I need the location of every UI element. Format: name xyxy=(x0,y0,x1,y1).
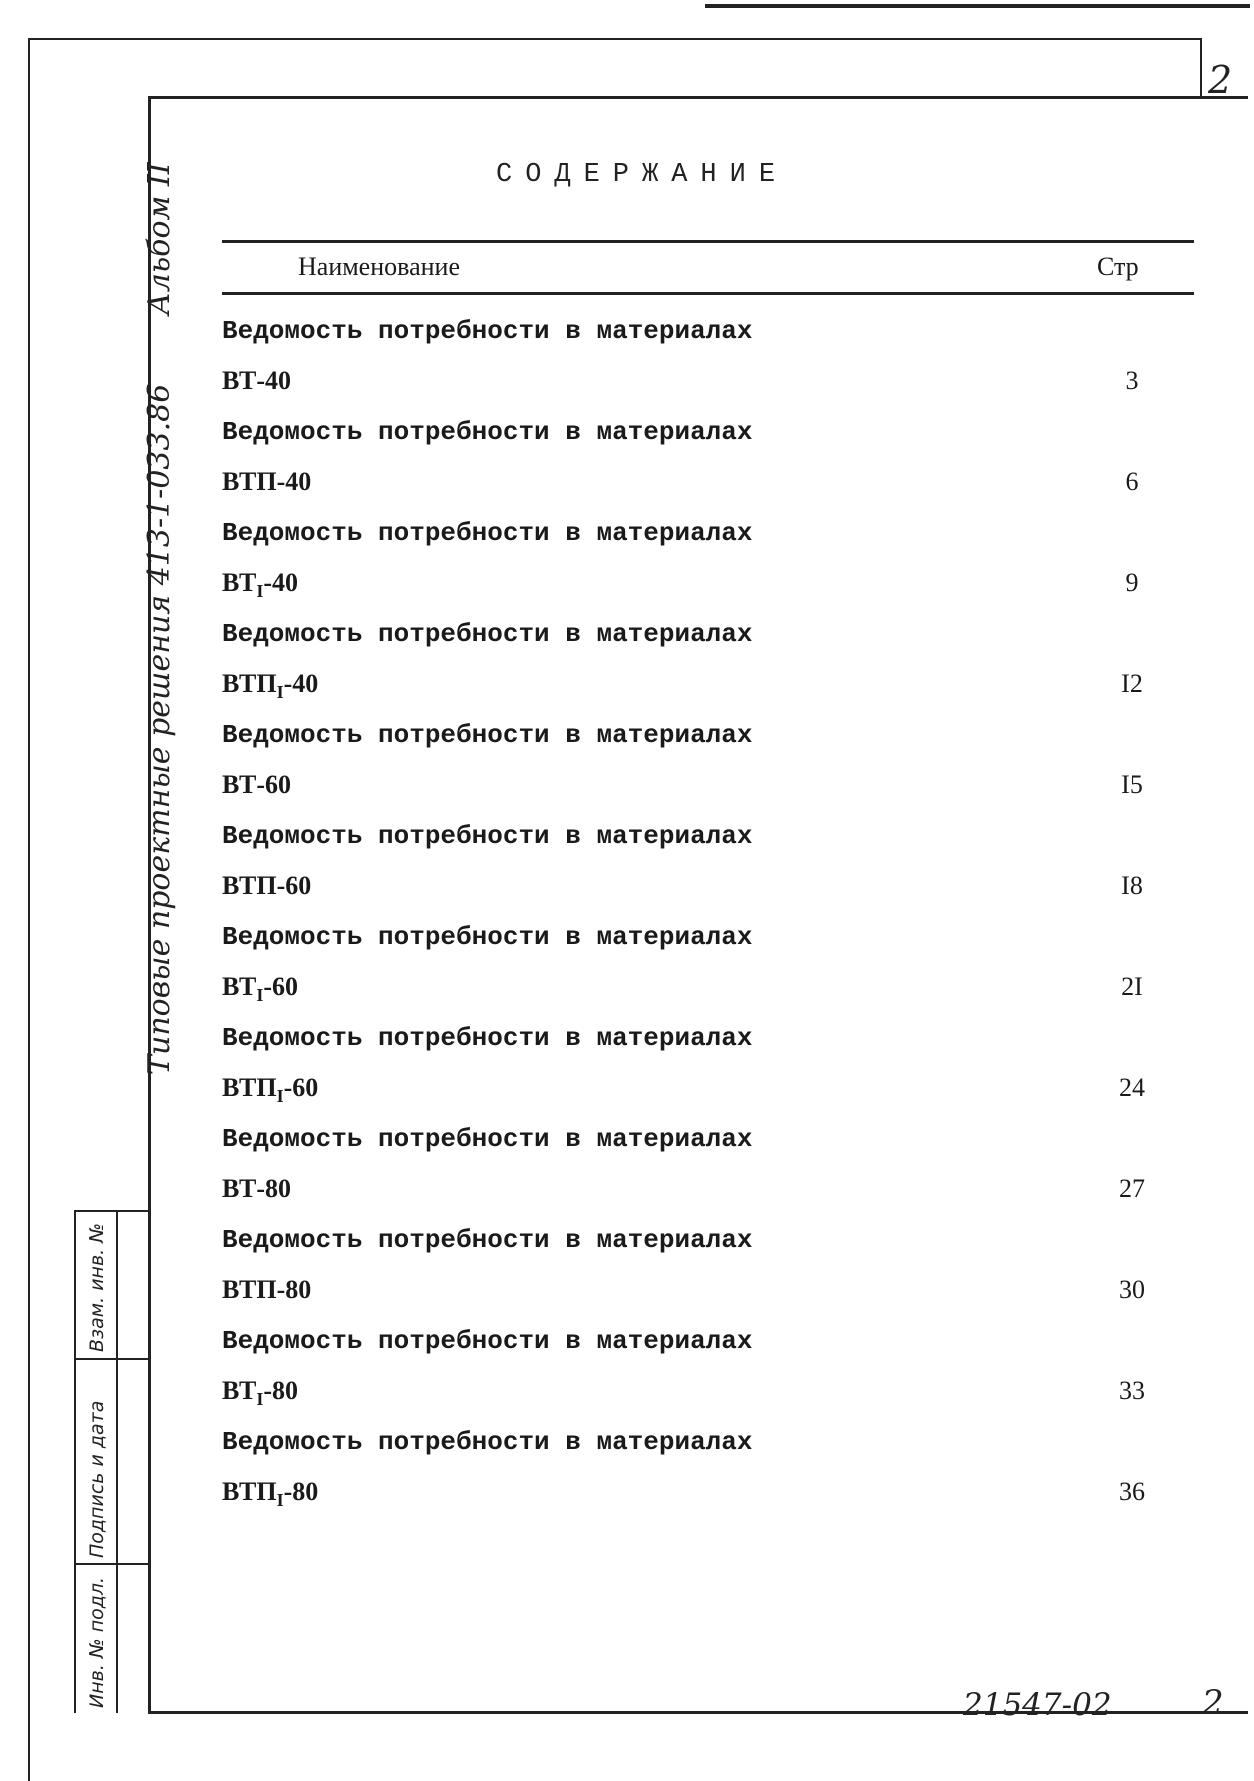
column-header-name: Наименование xyxy=(298,252,460,281)
entry-code-main: ВТ xyxy=(222,568,257,597)
contents-entry xyxy=(222,1110,1162,1211)
contents-entry xyxy=(222,1009,1162,1110)
header-rule-top xyxy=(222,240,1194,243)
sheet-number-top: 2 xyxy=(1208,58,1233,102)
entry-code-main: ВТП-80 xyxy=(222,1275,312,1304)
contents-entry xyxy=(222,1312,1162,1413)
outer-frame-right xyxy=(1200,38,1202,98)
stamp-divider-2 xyxy=(74,1563,150,1565)
entry-page-number: I2 xyxy=(1121,669,1143,698)
entry-code-suffix: -80 xyxy=(263,1376,299,1405)
entry-page-number: 30 xyxy=(1119,1275,1145,1304)
entry-code-main: ВТП xyxy=(222,1073,277,1102)
entry-code xyxy=(222,770,291,800)
entry-code-main: ВТП-60 xyxy=(222,871,312,900)
entry-code xyxy=(222,1174,291,1204)
entry-description: Ведомость потребности в материалах xyxy=(222,720,753,750)
entry-page-number: I5 xyxy=(1121,770,1143,799)
entry-page-number: 33 xyxy=(1119,1376,1145,1405)
entry-description: Ведомость потребности в материалах xyxy=(222,1124,753,1154)
contents-entry xyxy=(222,403,1162,504)
stamp-label-replacement-inv: Взам. инв. № xyxy=(86,1222,108,1352)
page-title: СОДЕРЖАНИЕ xyxy=(496,160,789,190)
entry-code-main: ВТ xyxy=(222,972,257,1001)
entry-code-subscript: I xyxy=(256,581,264,601)
stamp-column-divider xyxy=(116,1210,118,1713)
entry-code xyxy=(222,669,318,703)
entry-page-number: I8 xyxy=(1121,871,1143,900)
entry-code-main: ВТП-40 xyxy=(222,467,312,496)
entry-code-main: ВТП xyxy=(222,1477,277,1506)
outer-frame-top xyxy=(28,38,1202,40)
contents-entry xyxy=(222,1413,1162,1514)
document-number: 21547-02 xyxy=(963,1687,1112,1723)
entry-description: Ведомость потребности в материалах xyxy=(222,1326,753,1356)
contents-entry xyxy=(222,908,1162,1009)
contents-entry xyxy=(222,706,1162,807)
entry-description: Ведомость потребности в материалах xyxy=(222,518,753,548)
entry-code-suffix: -80 xyxy=(283,1477,319,1506)
entry-page-number: 9 xyxy=(1125,568,1139,597)
entry-page-number: 3 xyxy=(1125,366,1139,395)
entry-page-number: 36 xyxy=(1119,1477,1145,1506)
entry-code-subscript: I xyxy=(276,682,284,702)
entry-page-number: 27 xyxy=(1119,1174,1145,1203)
entry-code-subscript: I xyxy=(276,1490,284,1510)
inner-frame-top xyxy=(148,96,1248,99)
entry-code-main: ВТП xyxy=(222,669,277,698)
entry-code-subscript: I xyxy=(256,1389,264,1409)
stamp-box-left xyxy=(74,1210,76,1713)
entry-code-suffix: -40 xyxy=(263,568,299,597)
entry-code-subscript: I xyxy=(276,1086,284,1106)
entry-description: Ведомость потребности в материалах xyxy=(222,821,753,851)
entry-code xyxy=(222,366,291,396)
entry-page-number: 24 xyxy=(1119,1073,1145,1102)
entry-description: Ведомость потребности в материалах xyxy=(222,922,753,952)
entry-description: Ведомость потребности в материалах xyxy=(222,316,753,346)
entry-description: Ведомость потребности в материалах xyxy=(222,1225,753,1255)
entry-code-main: ВТ-60 xyxy=(222,770,291,799)
entry-code xyxy=(222,1275,311,1305)
entry-description: Ведомость потребности в материалах xyxy=(222,417,753,447)
entry-page-number: 6 xyxy=(1125,467,1139,496)
side-title-text: Типовые проектные решения 413-1-033.86 xyxy=(142,383,177,1075)
top-edge-mark xyxy=(705,4,1250,8)
entry-code-main: ВТ xyxy=(222,1376,257,1405)
contents-entry xyxy=(222,605,1162,706)
side-title xyxy=(142,162,177,1075)
entry-code-main: ВТ-80 xyxy=(222,1174,291,1203)
entry-code xyxy=(222,871,311,901)
stamp-label-signature-date: Подпись и дата xyxy=(86,1400,108,1558)
sheet-number-bottom: 2 xyxy=(1202,1683,1224,1723)
entry-code-suffix: -40 xyxy=(283,669,319,698)
stamp-divider-1 xyxy=(74,1358,150,1360)
entry-description: Ведомость потребности в материалах xyxy=(222,619,753,649)
entry-code xyxy=(222,1073,318,1107)
entry-code xyxy=(222,1477,318,1511)
column-header-page: Стр xyxy=(1097,252,1139,281)
contents-entry xyxy=(222,302,1162,403)
entry-code xyxy=(222,568,298,602)
contents-entry xyxy=(222,807,1162,908)
entry-page-number: 2I xyxy=(1121,972,1143,1001)
outer-frame-left xyxy=(28,38,30,1781)
entry-code xyxy=(222,972,298,1006)
contents-entry xyxy=(222,1211,1162,1312)
album-label: Альбом II xyxy=(142,162,177,315)
contents-list xyxy=(222,302,1162,1514)
entry-code xyxy=(222,1376,298,1410)
entry-description: Ведомость потребности в материалах xyxy=(222,1427,753,1457)
stamp-box-top xyxy=(74,1210,150,1212)
entry-code-suffix: -60 xyxy=(283,1073,319,1102)
stamp-label-original-inv: Инв. № подл. xyxy=(86,1576,108,1708)
header-rule-bottom xyxy=(222,292,1194,295)
entry-description: Ведомость потребности в материалах xyxy=(222,1023,753,1053)
entry-code-main: ВТ-40 xyxy=(222,366,291,395)
contents-entry xyxy=(222,504,1162,605)
entry-code xyxy=(222,467,311,497)
entry-code-suffix: -60 xyxy=(263,972,299,1001)
entry-code-subscript: I xyxy=(256,985,264,1005)
